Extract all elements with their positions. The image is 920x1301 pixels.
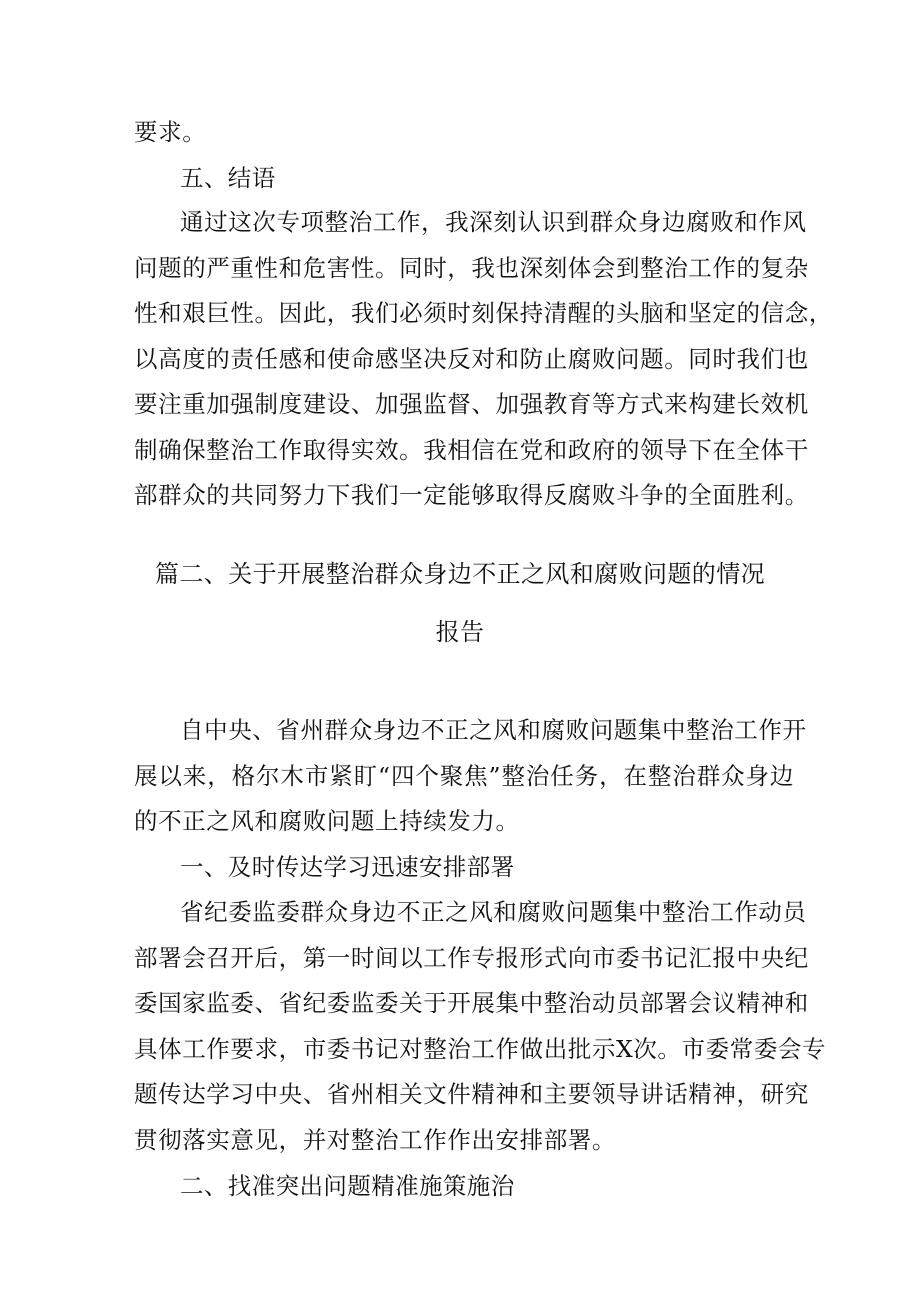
conclusion-line-7: 部群众的共同努力下我们一定能够取得反腐败斗争的全面胜利。 [134, 481, 809, 509]
para1-line-6: 贯彻落实意见，并对整治工作作出安排部署。 [134, 1126, 616, 1154]
report-title-line-1: 篇二、关于开展整治群众身边不正之风和腐败问题的情况 [155, 560, 765, 588]
para1-line-1: 省纪委监委群众身边不正之风和腐败问题集中整治工作动员 [180, 898, 807, 926]
section-heading-two: 二、找准突出问题精准施策施治 [180, 1172, 515, 1200]
conclusion-line-3: 性和艰巨性。因此，我们必须时刻保持清醒的头脑和坚定的信念， [134, 299, 833, 327]
section-heading-one: 一、及时传达学习迅速安排部署 [180, 853, 515, 881]
intro-line-3: 的不正之风和腐败问题上持续发力。 [134, 807, 520, 835]
para1-line-2: 部署会召开后，第一时间以工作专报形式向市委书记汇报中央纪 [134, 944, 809, 972]
report-title-line-2: 报告 [435, 618, 485, 646]
para1-line-3: 委国家监委、省纪委监委关于开展集中整治动员部署会议精神和 [134, 989, 809, 1017]
section-heading-conclusion: 五、结语 [180, 164, 276, 192]
conclusion-line-2: 问题的严重性和危害性。同时，我也深刻体会到整治工作的复杂 [134, 254, 809, 282]
intro-line-2: 展以来，格尔木市紧盯“四个聚焦”整治任务，在整治群众身边 [134, 762, 794, 790]
para1-line-5: 题传达学习中央、省州相关文件精神和主要领导讲话精神，研究 [134, 1080, 809, 1108]
para1-line-4: 具体工作要求，市委书记对整治工作做出批示X次。市委常委会专 [134, 1035, 827, 1063]
paragraph-tail: 要求。 [134, 118, 207, 146]
intro-line-1: 自中央、省州群众身边不正之风和腐败问题集中整治工作开 [180, 716, 807, 744]
conclusion-line-4: 以高度的责任感和使命感坚决反对和防止腐败问题。同时我们也 [134, 345, 809, 373]
conclusion-line-6: 制确保整治工作取得实效。我相信在党和政府的领导下在全体干 [134, 436, 809, 464]
conclusion-line-1: 通过这次专项整治工作，我深刻认识到群众身边腐败和作风 [180, 208, 807, 236]
conclusion-line-5: 要注重加强制度建设、加强监督、加强教育等方式来构建长效机 [134, 390, 809, 418]
